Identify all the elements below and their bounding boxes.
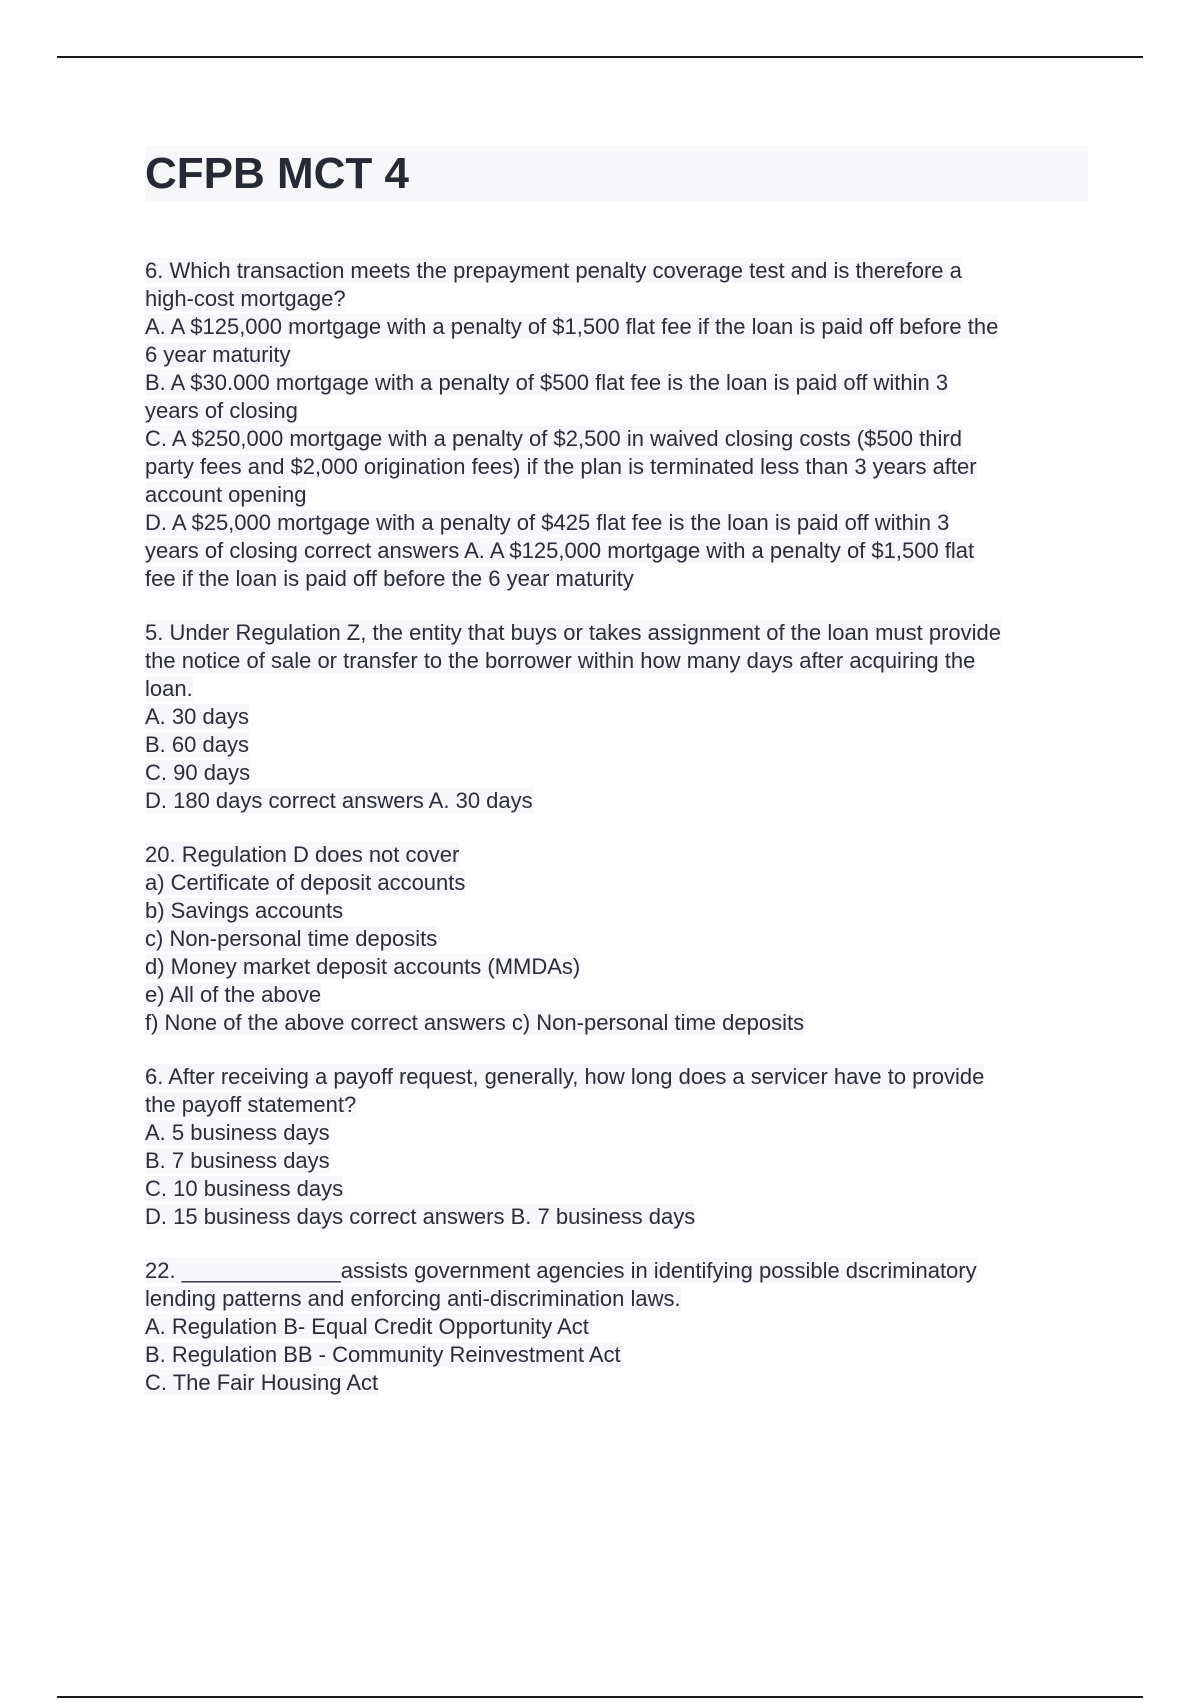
answer-option <box>145 869 1095 897</box>
answer-option <box>145 1175 1095 1203</box>
page-title: CFPB MCT 4 <box>145 149 409 198</box>
text-line: the payoff statement? <box>145 1092 357 1117</box>
answer-option <box>145 1009 1095 1037</box>
question-block <box>145 257 1095 593</box>
question-text <box>145 1091 1095 1119</box>
text-line: a) Certificate of deposit accounts <box>145 870 466 895</box>
text-line: A. Regulation B- Equal Credit Opportunity Act <box>145 1314 589 1339</box>
answer-option <box>145 509 1095 537</box>
text-line: b) Savings accounts <box>145 898 344 923</box>
text-line: d) Money market deposit accounts (MMDAs) <box>145 954 581 979</box>
text-line: 22. _____________assists government agencies in identifying possible dscriminatory <box>145 1258 977 1283</box>
question-text <box>145 285 1095 313</box>
answer-option <box>145 925 1095 953</box>
answer-option <box>145 537 1095 565</box>
top-rule <box>57 56 1143 58</box>
text-line: B. Regulation BB - Community Reinvestment Act <box>145 1342 621 1367</box>
question-block <box>145 1063 1095 1231</box>
answer-option <box>145 1147 1095 1175</box>
answer-option <box>145 703 1095 731</box>
text-line: party fees and $2,000 origination fees) if the plan is terminated less than 3 years after <box>145 454 977 479</box>
answer-option <box>145 481 1095 509</box>
text-line: 6. After receiving a payoff request, generally, how long does a servicer have to provide <box>145 1064 985 1089</box>
answer-option <box>145 397 1095 425</box>
text-line: high-cost mortgage? <box>145 286 346 311</box>
question-block <box>145 619 1095 815</box>
text-line: 6 year maturity <box>145 342 291 367</box>
text-line: 5. Under Regulation Z, the entity that buys or takes assignment of the loan must provide <box>145 620 1002 645</box>
answer-option <box>145 787 1095 815</box>
answer-option <box>145 981 1095 1009</box>
question-block <box>145 1257 1095 1397</box>
answer-option <box>145 759 1095 787</box>
text-line: lending patterns and enforcing anti-discrimination laws. <box>145 1286 681 1311</box>
question-text <box>145 1285 1095 1313</box>
question-text <box>145 619 1095 647</box>
answer-option <box>145 1203 1095 1231</box>
question-text <box>145 257 1095 285</box>
text-line: c) Non-personal time deposits <box>145 926 438 951</box>
text-line: C. The Fair Housing Act <box>145 1370 379 1395</box>
text-line: C. 10 business days <box>145 1176 344 1201</box>
question-text <box>145 1257 1095 1285</box>
question-text <box>145 647 1095 675</box>
answer-option <box>145 1341 1095 1369</box>
text-line: years of closing <box>145 398 298 423</box>
answer-option <box>145 1369 1095 1397</box>
text-line: 6. Which transaction meets the prepayment penalty coverage test and is therefore a <box>145 258 962 283</box>
text-line: the notice of sale or transfer to the borrower within how many days after acquiring the <box>145 648 976 673</box>
text-line: C. A $250,000 mortgage with a penalty of $2,500 in waived closing costs ($500 third <box>145 426 962 451</box>
text-line: loan. <box>145 676 193 701</box>
text-line: D. 180 days correct answers A. 30 days <box>145 788 533 813</box>
text-line: B. A $30.000 mortgage with a penalty of $500 flat fee is the loan is paid off within 3 <box>145 370 949 395</box>
answer-option <box>145 953 1095 981</box>
answer-option <box>145 1119 1095 1147</box>
text-line: years of closing correct answers A. A $125,000 mortgage with a penalty of $1,500 flat <box>145 538 975 563</box>
question-text <box>145 1063 1095 1091</box>
text-line: A. A $125,000 mortgage with a penalty of $1,500 flat fee if the loan is paid off before the <box>145 314 999 339</box>
text-line: B. 7 business days <box>145 1148 330 1173</box>
text-line: B. 60 days <box>145 732 249 757</box>
answer-option <box>145 731 1095 759</box>
question-block <box>145 841 1095 1037</box>
answer-option <box>145 425 1095 453</box>
text-line: D. 15 business days correct answers B. 7 business days <box>145 1204 696 1229</box>
answer-option <box>145 313 1095 341</box>
text-line: fee if the loan is paid off before the 6 year maturity <box>145 566 634 591</box>
text-line: e) All of the above <box>145 982 322 1007</box>
text-line: account opening <box>145 482 307 507</box>
text-line: C. 90 days <box>145 760 251 785</box>
question-text <box>145 675 1095 703</box>
text-line: A. 30 days <box>145 704 249 729</box>
answer-option <box>145 369 1095 397</box>
answer-option <box>145 565 1095 593</box>
text-line: 20. Regulation D does not cover <box>145 842 460 867</box>
document-body <box>145 257 1095 1423</box>
answer-option <box>145 897 1095 925</box>
answer-option <box>145 453 1095 481</box>
text-line: A. 5 business days <box>145 1120 330 1145</box>
answer-option <box>145 1313 1095 1341</box>
answer-option <box>145 341 1095 369</box>
text-line: f) None of the above correct answers c) Non-personal time deposits <box>145 1010 805 1035</box>
text-line: D. A $25,000 mortgage with a penalty of $425 flat fee is the loan is paid off within 3 <box>145 510 950 535</box>
bottom-rule <box>57 1696 1143 1698</box>
question-text <box>145 841 1095 869</box>
